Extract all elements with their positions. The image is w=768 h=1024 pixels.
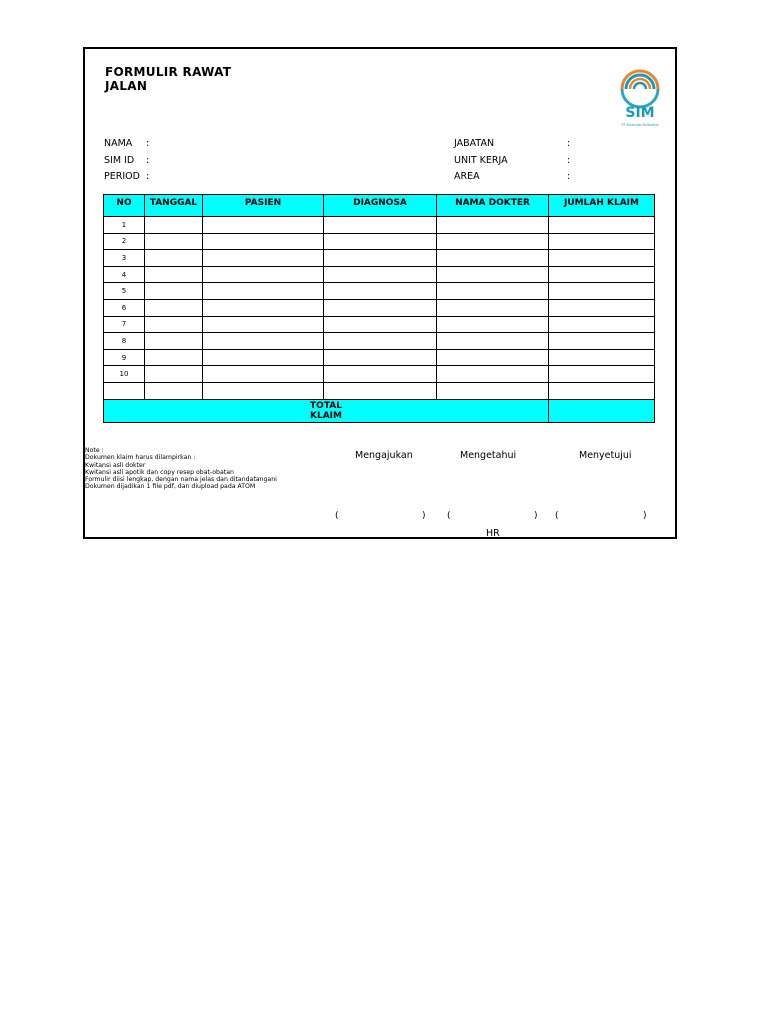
table-cell-tanggal[interactable] [145,316,203,333]
logo-subtext: PT Sinarmas Multiartha [621,123,659,127]
table-cell-tanggal[interactable] [145,382,203,399]
table-row [104,299,655,316]
header-nama-dokter: NAMA DOKTER [437,195,549,217]
table-cell-nama-dokter[interactable] [437,299,549,316]
table-cell-jumlah-klaim[interactable] [549,283,655,300]
table-cell-pasien[interactable] [203,382,324,399]
sim-id-label: SIM ID [104,155,135,166]
table-cell-diagnosa[interactable] [324,250,437,267]
table-cell-jumlah-klaim[interactable] [549,266,655,283]
table-cell-pasien[interactable] [203,316,324,333]
total-label: TOTAL KLAIM [104,399,549,422]
paren-close-1: ) [422,511,426,521]
row-number [104,382,145,399]
header-pasien: PASIEN [203,195,324,217]
header-diagnosa: DIAGNOSA [324,195,437,217]
table-cell-nama-dokter[interactable] [437,283,549,300]
sim-logo [616,58,664,132]
table-cell-nama-dokter[interactable] [437,316,549,333]
table-cell-pasien[interactable] [203,233,324,250]
table-cell-diagnosa[interactable] [324,382,437,399]
table-cell-diagnosa[interactable] [324,349,437,366]
table-row [104,382,655,399]
row-number: 9 [104,349,145,366]
notes-line: Kwitansi asli dokter [85,461,146,469]
notes-line: Dokumen klaim harus dilampirkan : [85,454,196,462]
table-cell-jumlah-klaim[interactable] [549,333,655,350]
table-cell-diagnosa[interactable] [324,217,437,234]
table-cell-diagnosa[interactable] [324,266,437,283]
nama-sep: : [146,138,150,149]
table-cell-pasien[interactable] [203,266,324,283]
table-cell-jumlah-klaim[interactable] [549,299,655,316]
table-cell-tanggal[interactable] [145,366,203,383]
period-sep: : [146,171,150,182]
form-title: FORMULIR RAWAT JALAN [105,65,232,93]
table-cell-tanggal[interactable] [145,233,203,250]
table-cell-nama-dokter[interactable] [437,266,549,283]
notes-line: Formulir diisi lengkap, dengan nama jelas dan ditandatangani [85,476,277,484]
table-row [104,316,655,333]
period-label: PERIOD [104,171,140,182]
table-cell-nama-dokter[interactable] [437,366,549,383]
header-tanggal: TANGGAL [145,195,203,217]
table-row [104,333,655,350]
table-cell-pasien[interactable] [203,349,324,366]
table-cell-pasien[interactable] [203,250,324,267]
claims-table-wrap [103,194,654,423]
unit-kerja-label: UNIT KERJA [454,155,508,166]
claims-table [103,194,655,423]
row-number: 10 [104,366,145,383]
table-row [104,250,655,267]
row-number: 8 [104,333,145,350]
logo-text: SIM [625,105,655,121]
paren-open-3: ( [555,511,559,521]
table-cell-jumlah-klaim[interactable] [549,233,655,250]
paren-close-2: ) [534,511,538,521]
table-cell-jumlah-klaim[interactable] [549,250,655,267]
table-cell-jumlah-klaim[interactable] [549,366,655,383]
table-cell-jumlah-klaim[interactable] [549,349,655,366]
table-row [104,283,655,300]
table-cell-nama-dokter[interactable] [437,217,549,234]
table-cell-diagnosa[interactable] [324,233,437,250]
table-cell-tanggal[interactable] [145,217,203,234]
row-number: 2 [104,233,145,250]
table-row [104,366,655,383]
nama-label: NAMA [104,138,133,149]
area-label: AREA [454,171,480,182]
table-cell-nama-dokter[interactable] [437,333,549,350]
row-number: 4 [104,266,145,283]
table-cell-nama-dokter[interactable] [437,349,549,366]
table-cell-tanggal[interactable] [145,333,203,350]
header-no: NO [104,195,145,217]
table-cell-nama-dokter[interactable] [437,233,549,250]
table-cell-diagnosa[interactable] [324,283,437,300]
table-row [104,266,655,283]
header-jumlah-klaim: JUMLAH KLAIM [549,195,655,217]
table-cell-nama-dokter[interactable] [437,250,549,267]
table-cell-tanggal[interactable] [145,349,203,366]
table-cell-diagnosa[interactable] [324,366,437,383]
total-row [104,399,655,422]
row-number: 1 [104,217,145,234]
total-value-cell[interactable] [549,399,655,422]
table-cell-pasien[interactable] [203,299,324,316]
sim-id-sep: : [146,155,150,166]
table-cell-pasien[interactable] [203,366,324,383]
table-row [104,349,655,366]
table-cell-pasien[interactable] [203,283,324,300]
notes-heading: Note : [85,447,104,454]
notes [85,447,285,491]
sign-mengajukan: Mengajukan [355,450,413,461]
table-cell-jumlah-klaim[interactable] [549,316,655,333]
row-number: 6 [104,299,145,316]
table-cell-diagnosa[interactable] [324,333,437,350]
table-cell-jumlah-klaim[interactable] [549,382,655,399]
table-cell-diagnosa[interactable] [324,316,437,333]
row-number: 5 [104,283,145,300]
table-row [104,233,655,250]
table-row [104,217,655,234]
table-cell-diagnosa[interactable] [324,299,437,316]
sign-mengetahui: Mengetahui [460,450,517,461]
area-sep: : [567,171,571,182]
table-cell-pasien[interactable] [203,217,324,234]
table-cell-pasien[interactable] [203,333,324,350]
paren-open-1: ( [335,511,339,521]
paren-close-3: ) [643,511,647,521]
notes-line: Kwitansi asli apotik dan copy resep obat-obatan [85,468,234,476]
row-number: 3 [104,250,145,267]
table-cell-jumlah-klaim[interactable] [549,217,655,234]
unit-kerja-sep: : [567,155,571,166]
row-number: 7 [104,316,145,333]
table-cell-tanggal[interactable] [145,299,203,316]
jabatan-label: JABATAN [454,138,495,149]
table-cell-tanggal[interactable] [145,250,203,267]
sign-menyetujui: Menyetujui [579,450,632,461]
table-cell-tanggal[interactable] [145,283,203,300]
table-cell-tanggal[interactable] [145,266,203,283]
notes-line: Dokumen dijadikan 1 file pdf, dan diupload pada ATOM [85,483,256,491]
table-cell-nama-dokter[interactable] [437,382,549,399]
table-header-row [104,195,655,217]
paren-open-2: ( [447,511,451,521]
claim-form [83,47,677,539]
jabatan-sep: : [567,138,571,149]
hr-label: HR [486,528,500,539]
